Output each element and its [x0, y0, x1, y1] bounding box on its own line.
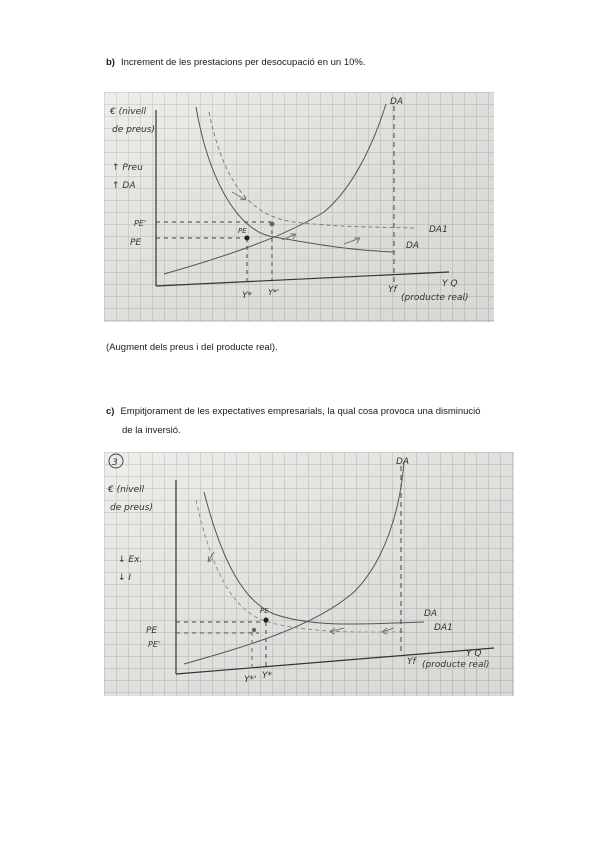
y-label-2: de preus) — [110, 503, 153, 513]
section-b-caption: (Augment dels preus i del producte real). — [106, 342, 278, 353]
x-axis-sublabel: (producte real) — [422, 660, 490, 670]
section-c-heading-line1: Empitjorament de les expectatives empresarials, la qual cosa provoca una disminució — [120, 406, 481, 417]
y-label-1: € (nivell — [108, 485, 145, 495]
x-axis-sublabel: (producte real) — [401, 293, 469, 303]
section-c-label: c) — [106, 406, 115, 417]
equilibrium-point — [264, 618, 269, 623]
note-2: ↑ DA — [112, 181, 136, 191]
section-c-heading-line2: de la inversió. — [122, 425, 181, 436]
yf-label: Yf — [407, 657, 416, 667]
x-axis-label: Y Q — [442, 279, 458, 289]
pe-new-label: PE' — [134, 219, 147, 228]
point-e-label: PE — [260, 607, 269, 615]
da-top-label: DA — [390, 97, 404, 107]
da1-label: DA1 — [434, 623, 453, 633]
note-1: ↓ Ex. — [118, 555, 143, 565]
y-star-label: Y* — [242, 291, 252, 301]
pe-label: PE — [130, 238, 142, 248]
pe-new-label: PE' — [148, 640, 161, 649]
section-b-heading-text: Increment de les prestacions per desocupació en un 10%. — [120, 57, 366, 68]
da-label: DA — [424, 609, 438, 619]
point-e-label: PE — [238, 227, 247, 235]
y-star-label: Y* — [262, 671, 272, 681]
graph-b-photo — [104, 92, 494, 322]
section-b-heading — [106, 57, 365, 69]
figure-number: 3 — [112, 458, 118, 468]
graph-c — [104, 452, 514, 696]
da-top-label: DA — [396, 457, 410, 467]
da1-label: DA1 — [429, 225, 448, 235]
section-b-label: b) — [106, 57, 115, 68]
note-2: ↓ I — [118, 573, 132, 583]
y-label-2: de preus) — [112, 125, 155, 135]
section-c-heading — [106, 406, 481, 418]
y-star-new-label: Y*' — [268, 288, 280, 297]
x-axis-label: Y Q — [466, 649, 482, 659]
y-star-new-label: Y*' — [244, 675, 257, 685]
graph-b — [104, 92, 494, 322]
yf-label: Yf — [388, 285, 397, 295]
equilibrium-point-new — [252, 628, 256, 632]
graph-c-photo — [104, 452, 514, 696]
da-label: DA — [406, 241, 420, 251]
pe-label: PE — [146, 626, 158, 636]
equilibrium-point-new — [270, 222, 275, 227]
equilibrium-point — [245, 236, 250, 241]
note-1: ↑ Preu — [112, 163, 143, 173]
y-label-1: € (nivell — [110, 107, 147, 117]
